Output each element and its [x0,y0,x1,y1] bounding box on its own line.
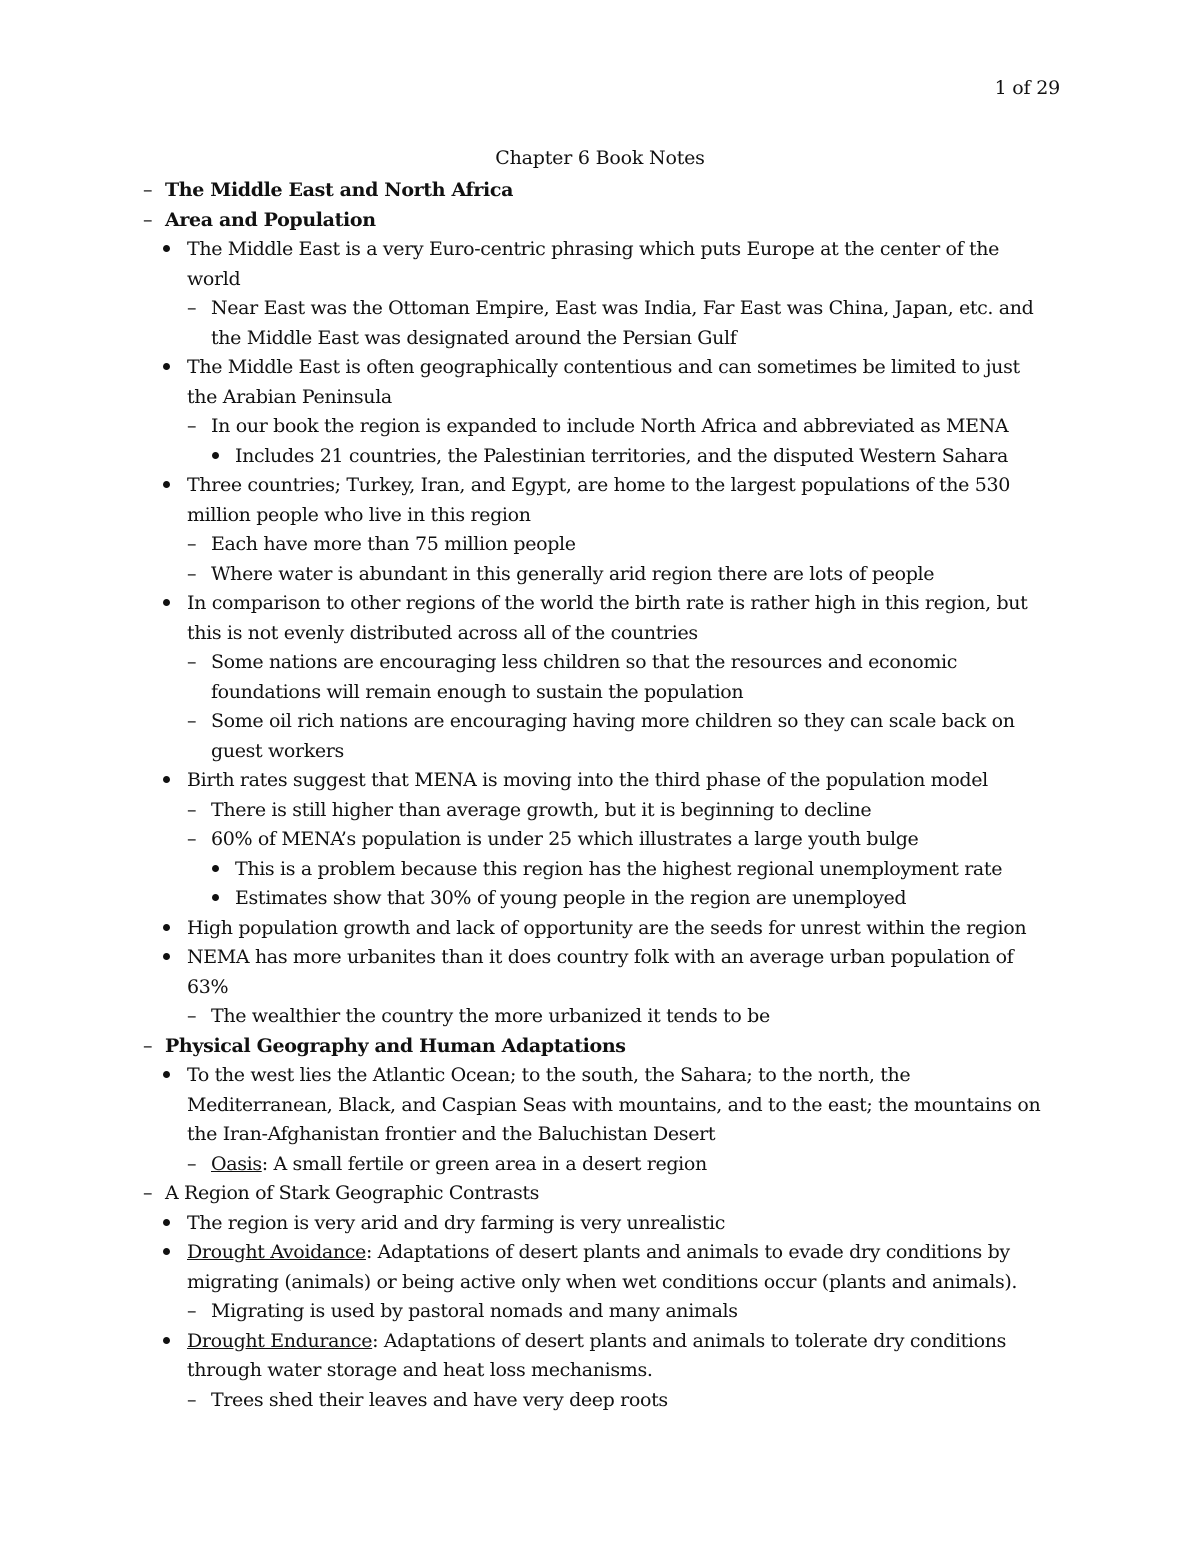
dash-marker-icon: – [187,533,197,555]
page-number: 1 of 29 [994,77,1060,99]
dash-marker-icon: – [143,1182,153,1204]
definition-text [187,1327,1006,1357]
definition-text [187,1238,1010,1268]
dash-marker-icon: – [187,1005,197,1027]
note-line [0,737,1200,767]
bullet-marker-icon [163,1061,170,1091]
note-line [0,884,1200,914]
bullet-marker-icon [163,1327,170,1357]
note-line [0,914,1200,944]
note-text: The wealthier the country the more urbanized it tends to be [211,1005,770,1027]
note-text: Some oil rich nations are encouraging having more children so they can scale back on [211,710,1015,732]
bullet-marker-icon [163,914,170,944]
note-line [0,1091,1200,1121]
definition-body: : Adaptations of desert plants and animals to evade dry conditions by [365,1241,1010,1263]
dash-marker-icon: – [187,415,197,437]
note-text: world [187,267,241,290]
note-line [0,1209,1200,1239]
bullet-marker-icon [212,855,219,885]
note-line [0,825,1200,855]
note-text: Near East was the Ottoman Empire, East was India, Far East was China, Japan, etc. and [211,297,1034,319]
dash-marker-icon: – [143,179,153,201]
bullet-marker-icon [212,442,219,472]
note-line [0,648,1200,678]
note-line [0,412,1200,442]
bullet-marker-icon [163,1209,170,1239]
note-text: through water storage and heat loss mechanisms. [187,1359,653,1381]
term-label: Drought Avoidance [187,1241,366,1263]
note-line [0,294,1200,324]
note-line [0,560,1200,590]
note-text: In comparison to other regions of the world the birth rate is rather high in this region, but [187,592,1028,614]
definition-body: : Adaptations of desert plants and animals to tolerate dry conditions [372,1329,1007,1352]
section-heading: The Middle East and North Africa [165,179,514,201]
note-text: Where water is abundant in this generally arid region there are lots of people [211,562,935,585]
bullet-marker-icon [212,884,219,914]
note-line [0,353,1200,383]
bullet-marker-icon [163,589,170,619]
bullet-marker-icon [163,766,170,796]
note-line [0,1268,1200,1298]
note-text: This is a problem because this region has the highest regional unemployment rate [235,857,1003,880]
note-text: Includes 21 countries, the Palestinian territories, and the disputed Western Sahara [235,444,1008,467]
notes-list [0,176,1200,1415]
note-line [0,855,1200,885]
dash-marker-icon: – [187,828,197,850]
note-line [0,1120,1200,1150]
note-line [0,176,1200,206]
note-text: Three countries; Turkey, Iran, and Egypt, are home to the largest populations of the 530 [187,474,1010,496]
note-line [0,943,1200,973]
note-line [0,678,1200,708]
note-line [0,383,1200,413]
note-text: A Region of Stark Geographic Contrasts [165,1182,540,1204]
page-title: Chapter 6 Book Notes [495,147,705,169]
note-text: guest workers [211,739,344,762]
note-line [0,324,1200,354]
note-line [0,206,1200,236]
note-text: High population growth and lack of opportunity are the seeds for unrest within the region [187,916,1027,939]
bullet-marker-icon [163,235,170,265]
note-text: migrating (animals) or being active only when wet conditions occur (plants and animals). [187,1270,1018,1293]
dash-marker-icon: – [143,208,153,231]
bullet-marker-icon [163,1238,170,1268]
bullet-marker-icon [163,471,170,501]
dash-marker-icon: – [143,1034,153,1057]
note-text: Birth rates suggest that MENA is moving into the third phase of the population model [187,769,988,791]
note-text: Each have more than 75 million people [211,533,576,555]
note-line [0,235,1200,265]
note-text: Estimates show that 30% of young people in the region are unemployed [235,887,907,909]
section-heading: Area and Population [165,208,376,231]
definition-text [211,1150,707,1180]
note-text: the Arabian Peninsula [187,385,392,408]
bullet-marker-icon [163,353,170,383]
term-label: Oasis [211,1152,262,1175]
note-text: 63% [187,975,229,998]
note-line [0,766,1200,796]
note-text: Trees shed their leaves and have very deep roots [211,1388,668,1411]
note-text: To the west lies the Atlantic Ocean; to the south, the Sahara; to the north, the [187,1064,911,1086]
dash-marker-icon: – [187,297,197,319]
dash-marker-icon: – [187,562,197,585]
term-label: Drought Endurance [187,1329,373,1352]
note-line [0,471,1200,501]
note-line [0,501,1200,531]
note-text: Migrating is used by pastoral nomads and many animals [211,1300,738,1322]
note-line [0,796,1200,826]
note-text: the Middle East was designated around the Persian Gulf [211,326,737,349]
note-text: The region is very arid and dry farming is very unrealistic [187,1211,726,1234]
note-line [0,707,1200,737]
note-line [0,1327,1200,1357]
dash-marker-icon: – [187,798,197,821]
note-text: this is not evenly distributed across all of the countries [187,621,698,644]
note-line [0,1179,1200,1209]
definition-body: : A small fertile or green area in a desert region [261,1152,707,1175]
note-line [0,530,1200,560]
note-text: In our book the region is expanded to include North Africa and abbreviated as MENA [211,415,1009,437]
note-line [0,1297,1200,1327]
note-line [0,1238,1200,1268]
note-text: NEMA has more urbanites than it does country folk with an average urban population of [187,946,1014,968]
note-text: There is still higher than average growth, but it is beginning to decline [211,798,872,821]
note-line [0,1386,1200,1416]
dash-marker-icon: – [187,1388,197,1411]
note-text: Some nations are encouraging less children so that the resources and economic [211,651,958,673]
note-line [0,973,1200,1003]
note-text: the Iran-Afghanistan frontier and the Baluchistan Desert [187,1123,716,1145]
dash-marker-icon: – [187,1300,197,1322]
note-line [0,589,1200,619]
note-text: foundations will remain enough to sustain the population [211,680,744,703]
dash-marker-icon: – [187,1152,197,1175]
note-line [0,1032,1200,1062]
dash-marker-icon: – [187,710,197,732]
note-line [0,265,1200,295]
note-text: million people who live in this region [187,503,531,526]
note-line [0,442,1200,472]
bullet-marker-icon [163,943,170,973]
note-text: The Middle East is often geographically contentious and can sometimes be limited to just [187,356,1020,378]
note-text: 60% of MENA’s population is under 25 which illustrates a large youth bulge [211,828,919,850]
note-text: The Middle East is a very Euro-centric phrasing which puts Europe at the center of the [187,238,1000,260]
dash-marker-icon: – [187,651,197,673]
note-line [0,1061,1200,1091]
note-text: Mediterranean, Black, and Caspian Seas with mountains, and to the east; the mountains on [187,1093,1041,1116]
note-line [0,619,1200,649]
note-line [0,1002,1200,1032]
note-line [0,1150,1200,1180]
section-heading: Physical Geography and Human Adaptations [165,1034,626,1057]
note-line [0,1356,1200,1386]
